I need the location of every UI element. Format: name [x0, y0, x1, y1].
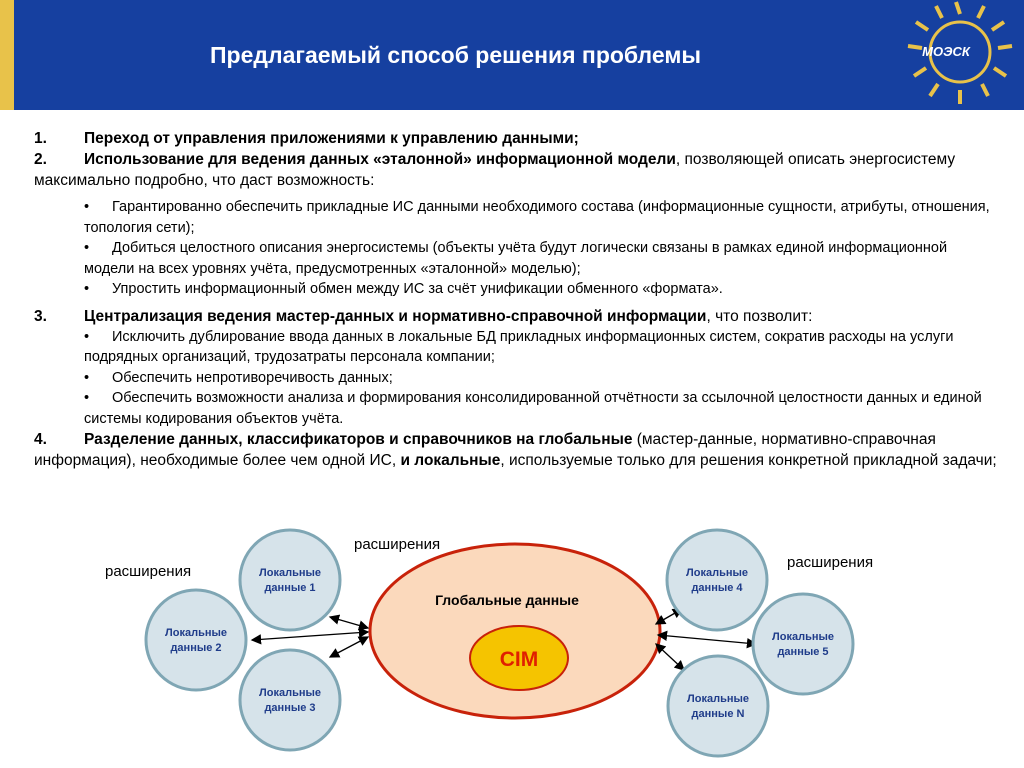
list-item: • Упростить информационный обмен между ИС за счёт унификации обменного «формата». — [84, 281, 723, 297]
list-item: • Обеспечить непротиворечивость данных; — [84, 369, 393, 386]
local-data-1 — [240, 530, 340, 630]
local-data-4 — [667, 530, 767, 630]
svg-text:Локальные: Локальные — [165, 627, 227, 639]
item-1 — [34, 128, 999, 149]
company-logo — [896, 0, 1024, 110]
svg-text:Локальные: Локальные — [259, 687, 321, 699]
extensions-label-right: расширения — [787, 554, 874, 571]
item-2 — [34, 149, 999, 191]
page-title: Предлагаемый способ решения проблемы — [210, 42, 702, 68]
item-4-heading: Разделение данных, классификаторов и справочников на глобальные — [84, 431, 633, 448]
logo-text: МОЭСК — [922, 44, 970, 59]
svg-text:данные 3: данные 3 — [264, 702, 316, 714]
connector-local-2 — [252, 632, 368, 640]
svg-text:данные 1: данные 1 — [264, 582, 316, 594]
svg-text:Локальные: Локальные — [259, 567, 321, 579]
connector-local-5 — [658, 635, 756, 644]
content-list — [34, 128, 999, 471]
local-data-5 — [753, 594, 853, 694]
item-3-number: 3. — [34, 307, 47, 325]
item-1-number: 1. — [34, 130, 47, 147]
connector-local-n — [656, 644, 684, 670]
svg-text:данные 2: данные 2 — [170, 642, 222, 654]
global-data-label: Глобальные данные — [435, 592, 579, 608]
item-1-heading: Переход от управления приложениями к управлению данными; — [84, 130, 579, 147]
list-item: • Добиться целостного описания энергосистемы (объекты учёта будут логически связаны в рамках единой информационной модели на всех уровнях учёта, предусмотренных «эталонной» моделью); — [84, 240, 948, 277]
item-3 — [34, 306, 999, 327]
connector-local-3 — [330, 637, 368, 657]
item-4 — [34, 429, 999, 471]
list-item: • Гарантированно обеспечить прикладные ИС данными необходимого состава (информационные сущности, атрибуты, отношения, топология сети); — [84, 199, 990, 236]
item-3-bullets — [84, 327, 999, 430]
svg-text:данные 5: данные 5 — [777, 646, 829, 658]
header-bar — [0, 0, 1024, 110]
connector-local-1 — [330, 617, 368, 628]
cim-label: CIM — [499, 648, 539, 671]
list-item: • Исключить дублирование ввода данных в локальные БД прикладных информационных систем, сократив расходы на услуги подрядных организаций, трудозатраты персонала компании; — [84, 328, 954, 365]
extensions-label-center: расширения — [354, 536, 441, 553]
item-4-heading-2: и локальные — [396, 452, 501, 469]
item-2-text: , позволяющей описать энергосистему максимально подробно, что даст возможность: — [34, 151, 956, 189]
item-3-heading: Централизация ведения мастер-данных и нормативно-справочной информации — [84, 307, 707, 325]
svg-text:Локальные: Локальные — [772, 631, 834, 643]
svg-text:Локальные: Локальные — [687, 693, 749, 705]
item-4-text-2: , используемые только для решения конкретной прикладной задачи; — [500, 452, 997, 469]
item-2-bullets — [84, 197, 999, 300]
local-data-3 — [240, 650, 340, 750]
item-4-number: 4. — [34, 431, 47, 448]
data-architecture-diagram — [0, 520, 1024, 768]
svg-text:Локальные: Локальные — [686, 567, 748, 579]
header-accent-strip — [0, 0, 14, 110]
item-3-text: , что позволит: — [706, 307, 813, 325]
local-data-n — [668, 656, 768, 756]
extensions-label-left: расширения — [105, 563, 192, 580]
svg-text:данные 4: данные 4 — [691, 582, 743, 594]
list-item: • Обеспечить возможности анализа и формирования консолидированной отчётности за ссылочной целостности данных и единой системы кодирования объектов учёта. — [84, 390, 982, 427]
local-data-2 — [146, 590, 246, 690]
svg-text:данные N: данные N — [691, 708, 745, 720]
item-4-text: (мастер-данные, нормативно-справочная информация), необходимые более чем одной ИС, — [34, 431, 936, 469]
item-2-number: 2. — [34, 151, 47, 168]
item-2-heading: Использование для ведения данных «эталонной» информационной модели — [84, 151, 676, 168]
